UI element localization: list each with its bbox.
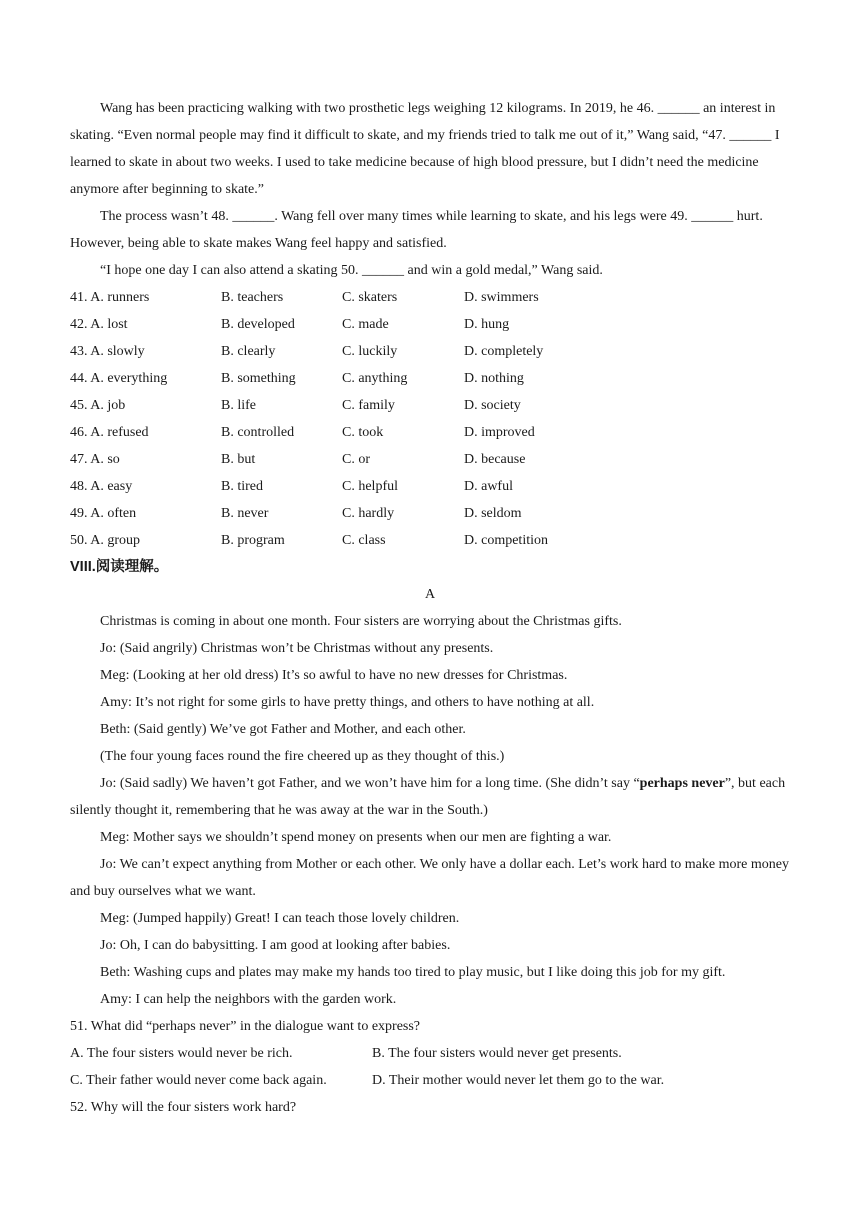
option-a: 42. A. lost — [70, 317, 128, 332]
option-a: 47. A. so — [70, 452, 120, 467]
option-b: B. developed — [221, 317, 295, 332]
option-d: D. because — [464, 452, 526, 467]
option-d: D. seldom — [464, 506, 522, 521]
option-c: C. luckily — [342, 344, 398, 359]
option-a: 43. A. slowly — [70, 344, 145, 359]
option-b: B. never — [221, 506, 269, 521]
option-d: D. nothing — [464, 371, 524, 386]
option-d: D. society — [464, 398, 521, 413]
question-51-stem: 51. What did “perhaps never” in the dialogue want to express? — [70, 1019, 421, 1034]
dialogue-line: Jo: (Said angrily) Christmas won’t be Christmas without any presents. — [100, 641, 494, 656]
option-b: B. tired — [221, 479, 263, 494]
option-b: B. life — [221, 398, 256, 413]
option-row-49 — [70, 500, 790, 527]
option-b: B. The four sisters would never get presents. — [372, 1046, 622, 1061]
option-row-44 — [70, 365, 790, 392]
option-a: 41. A. runners — [70, 290, 150, 305]
option-c: C. family — [342, 398, 395, 413]
option-a: 49. A. often — [70, 506, 137, 521]
dialogue-line: Jo: Oh, I can do babysitting. I am good at looking after babies. — [100, 938, 451, 953]
option-row-41 — [70, 284, 790, 311]
option-c: C. made — [342, 317, 389, 332]
passage-label: A — [424, 587, 436, 602]
dialogue-line: Meg: (Jumped happily) Great! I can teach those lovely children. — [100, 911, 460, 926]
dialogue-line: Christmas is coming in about one month. Four sisters are worrying about the Christmas gifts. — [100, 614, 622, 629]
option-a: A. The four sisters would never be rich. — [70, 1046, 293, 1061]
option-c: C. anything — [342, 371, 408, 386]
option-row-42 — [70, 311, 790, 338]
dialogue-line — [70, 770, 790, 824]
option-c: C. Their father would never come back again. — [70, 1073, 327, 1088]
option-b: B. something — [221, 371, 296, 386]
option-c: C. helpful — [342, 479, 398, 494]
option-row-48 — [70, 473, 790, 500]
option-b: B. controlled — [221, 425, 295, 440]
option-b: B. program — [221, 533, 285, 548]
dialogue-text: Jo: (Said sadly) We haven’t got Father, and we won’t have him for a long time. (She didn’t say “ — [100, 776, 640, 791]
dialogue-line: Meg: Mother says we shouldn’t spend money on presents when our men are fighting a war. — [100, 830, 612, 845]
dialogue — [70, 608, 790, 1013]
option-b: B. but — [221, 452, 256, 467]
option-d: D. competition — [464, 533, 548, 548]
option-d: D. swimmers — [464, 290, 539, 305]
option-row-45 — [70, 392, 790, 419]
option-d: D. hung — [464, 317, 510, 332]
question-51-options-row-2 — [70, 1067, 790, 1094]
cloze-options — [70, 284, 790, 554]
option-c: C. hardly — [342, 506, 395, 521]
option-b: B. clearly — [221, 344, 276, 359]
question-51-options-row-1 — [70, 1040, 790, 1067]
dialogue-line: (The four young faces round the fire cheered up as they thought of this.) — [100, 749, 505, 764]
option-d: D. improved — [464, 425, 535, 440]
passage-paragraph-2: The process wasn’t 48. ______. Wang fell over many times while learning to skate, and his legs were 49. ______ hurt. However, being able to skate makes Wang feel happy and satisfied. — [70, 209, 763, 251]
option-a: 46. A. refused — [70, 425, 149, 440]
dialogue-line: Beth: Washing cups and plates may make my hands too tired to play music, but I like doing this job for my gift. — [100, 965, 726, 980]
option-c: C. class — [342, 533, 386, 548]
passage-paragraph-3: “I hope one day I can also attend a skating 50. ______ and win a gold medal,” Wang said. — [100, 263, 603, 278]
option-row-46 — [70, 419, 790, 446]
dialogue-line: Amy: It’s not right for some girls to have pretty things, and others to have nothing at all. — [100, 695, 595, 710]
dialogue-line: Beth: (Said gently) We’ve got Father and Mother, and each other. — [100, 722, 466, 737]
option-c: C. skaters — [342, 290, 398, 305]
option-a: 45. A. job — [70, 398, 126, 413]
dialogue-line: Meg: (Looking at her old dress) It’s so awful to have no new dresses for Christmas. — [100, 668, 568, 683]
option-row-50 — [70, 527, 790, 554]
option-a: 44. A. everything — [70, 371, 168, 386]
option-d: D. completely — [464, 344, 544, 359]
option-a: 48. A. easy — [70, 479, 133, 494]
option-d: D. awful — [464, 479, 513, 494]
bold-phrase: perhaps never — [639, 776, 725, 791]
section-title: VIII.阅读理解。 — [70, 559, 169, 575]
option-c: C. took — [342, 425, 384, 440]
question-52-stem: 52. Why will the four sisters work hard? — [70, 1100, 297, 1115]
option-d: D. Their mother would never let them go to the war. — [372, 1073, 665, 1088]
dialogue-line: Amy: I can help the neighbors with the garden work. — [100, 992, 397, 1007]
option-c: C. or — [342, 452, 370, 467]
option-row-47 — [70, 446, 790, 473]
exam-page — [70, 95, 790, 1121]
option-a: 50. A. group — [70, 533, 140, 548]
dialogue-line: Jo: We can’t expect anything from Mother or each other. We only have a dollar each. Let’s work hard to make more money and buy ourselves what we want. — [70, 857, 789, 899]
passage-paragraph-1: Wang has been practicing walking with two prosthetic legs weighing 12 kilograms. In 2019, he 46. ______ an interest in skating. “Even normal people may find it difficult to skate, and my friends tried to talk me out of it,” Wang said, “47. ______ I learned to skate in about two weeks. I used to take medicine because of high blood pressure, but I didn’t need the medicine anymore after beginning to skate.” — [70, 101, 780, 197]
option-row-43 — [70, 338, 790, 365]
dialogue-text: ”, but each silently thought it, remembering that he was away at the war in the South.) — [70, 776, 786, 818]
option-b: B. teachers — [221, 290, 284, 305]
